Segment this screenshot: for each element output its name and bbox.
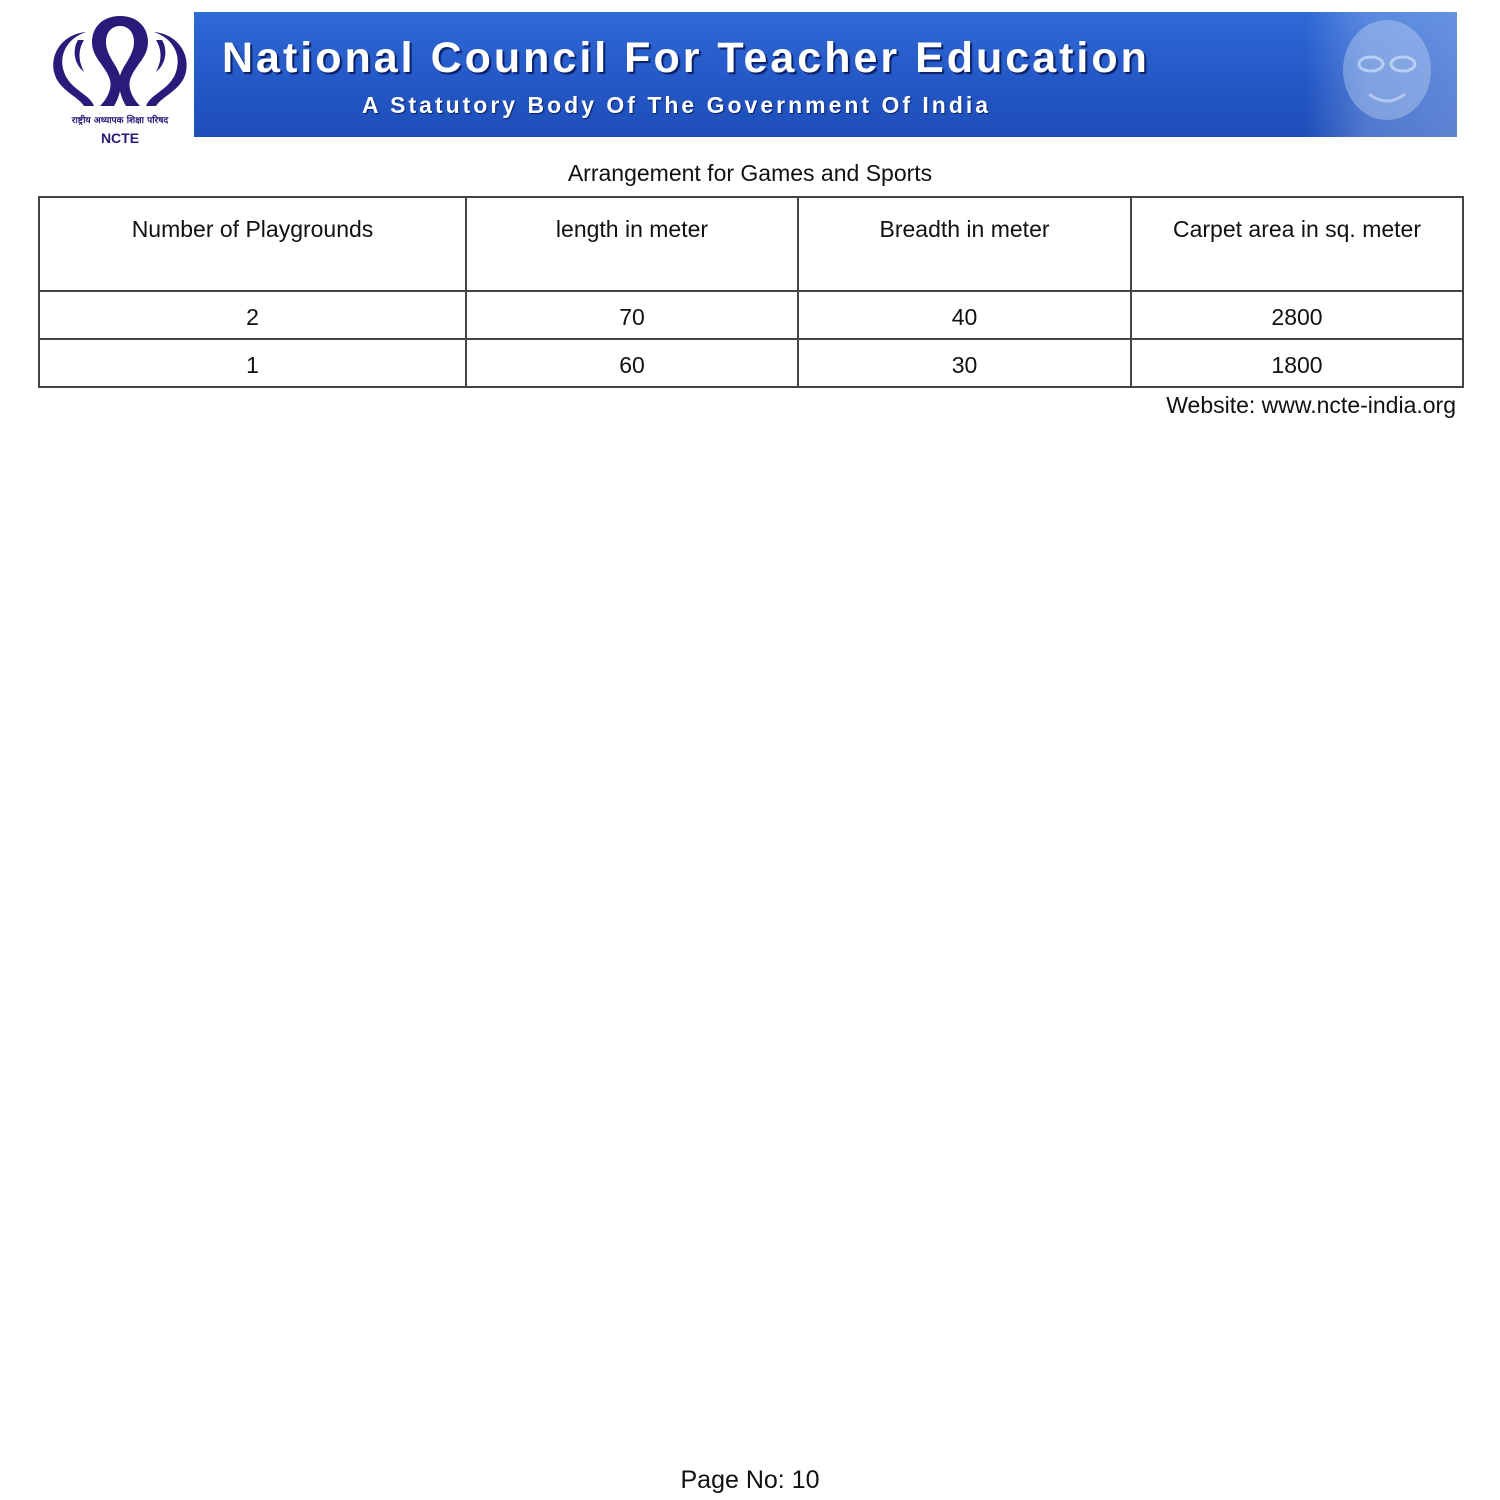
table-header-row bbox=[39, 197, 1463, 291]
table-cell: 30 bbox=[798, 339, 1131, 387]
table-cell: 40 bbox=[798, 291, 1131, 339]
header-banner bbox=[194, 12, 1457, 137]
organization-subtitle: A Statutory Body Of The Government Of India bbox=[362, 92, 992, 118]
table-cell: 1 bbox=[39, 339, 466, 387]
portrait-watermark bbox=[1305, 12, 1457, 137]
column-header: Breadth in meter bbox=[798, 197, 1131, 291]
organization-title: National Council For Teacher Education bbox=[222, 34, 1150, 82]
document-title: Arrangement for Games and Sports bbox=[567, 160, 933, 186]
table-cell: 60 bbox=[466, 339, 798, 387]
column-header: length in meter bbox=[466, 197, 798, 291]
website-text: Website: www.ncte-india.org bbox=[1166, 392, 1456, 418]
ncte-emblem-icon bbox=[50, 10, 190, 116]
page-number: Page No: 10 bbox=[680, 1466, 820, 1494]
table-cell: 1800 bbox=[1131, 339, 1463, 387]
portrait-icon bbox=[1305, 12, 1457, 137]
ncte-logo bbox=[50, 10, 190, 146]
playgrounds-table bbox=[38, 196, 1464, 388]
table-cell: 2 bbox=[39, 291, 466, 339]
table-cell: 70 bbox=[466, 291, 798, 339]
table-row bbox=[39, 291, 1463, 339]
logo-abbreviation: NCTE bbox=[100, 130, 140, 146]
column-header: Number of Playgrounds bbox=[39, 197, 466, 291]
table-row bbox=[39, 339, 1463, 387]
logo-hindi-text: राष्ट्रीय अध्यापक शिक्षा परिषद bbox=[71, 116, 169, 126]
table-cell: 2800 bbox=[1131, 291, 1463, 339]
column-header: Carpet area in sq. meter bbox=[1131, 197, 1463, 291]
